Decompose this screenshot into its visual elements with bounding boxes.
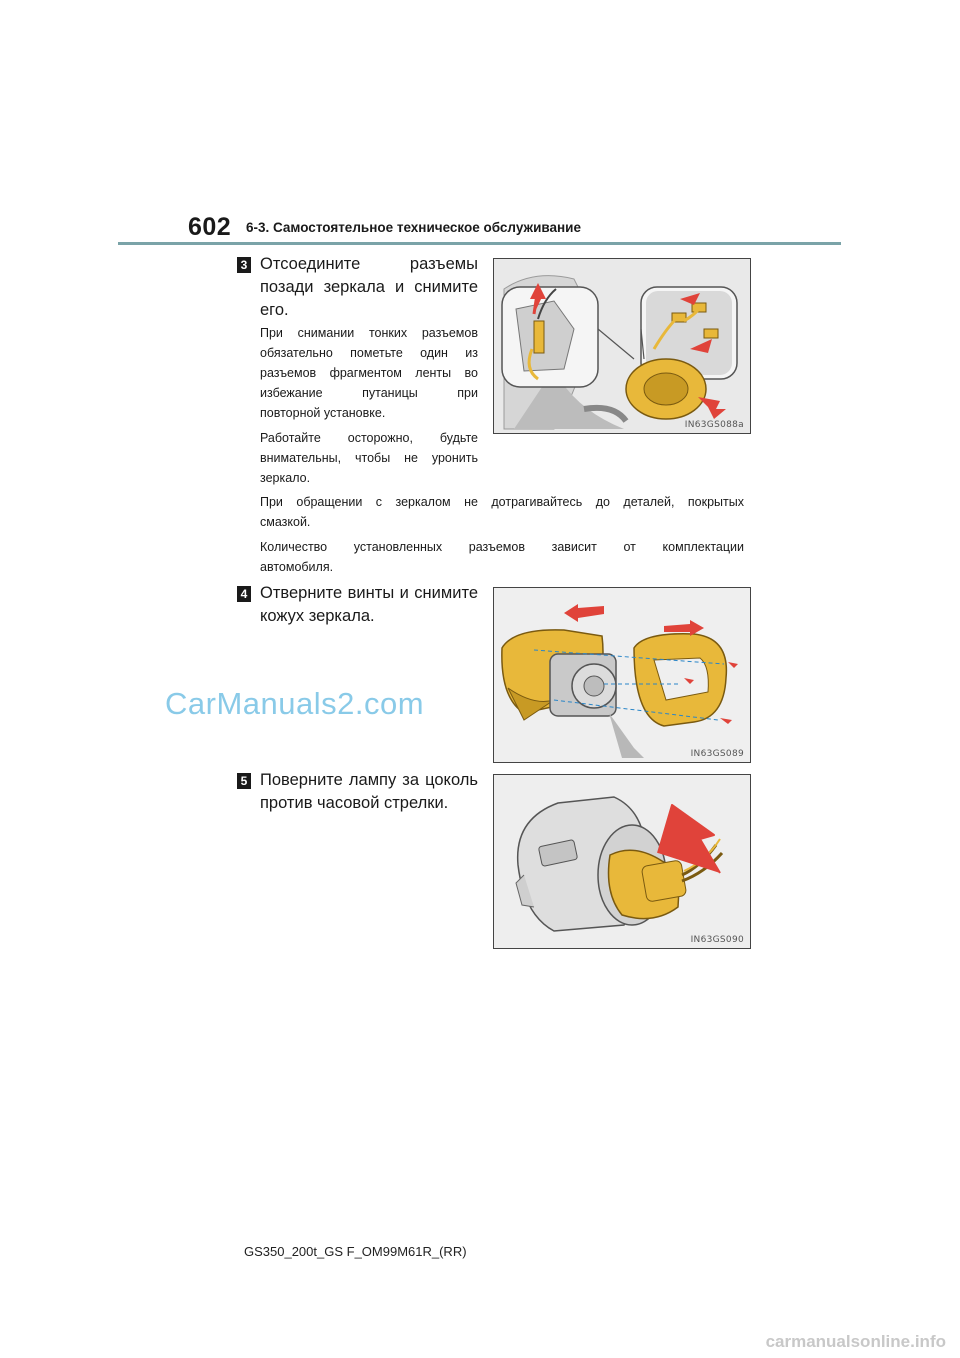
watermark-carmanualsonline: carmanualsonline.info bbox=[765, 1332, 946, 1351]
section-title: 6-3. Самостоятельное техническое обслуживание bbox=[246, 220, 581, 235]
step-3-note-1-line-2: обязательно пометьте один из bbox=[260, 346, 478, 360]
page-number: 602 bbox=[188, 213, 232, 241]
step-3-title-line-3: его. bbox=[260, 301, 289, 319]
step-5-title-line-1: Поверните лампу за цоколь bbox=[260, 771, 478, 789]
footer-model-code: GS350_200t_GS F_OM99M61R_(RR) bbox=[244, 1244, 467, 1259]
step-3-title-line-2: позади зеркала и снимите bbox=[260, 278, 478, 296]
step-3-title-line-1: Отсоедините разъемы bbox=[260, 255, 478, 273]
mirror-connectors-illustration bbox=[494, 259, 750, 433]
figure-step-3 bbox=[493, 258, 751, 434]
step-3-note-1-line-5: повторной установке. bbox=[260, 406, 386, 420]
figure-step-3-code: IN63GS088a bbox=[684, 420, 744, 430]
step-3-note-4-line-2: автомобиля. bbox=[260, 560, 334, 574]
step-4-number: 4 bbox=[237, 586, 251, 602]
step-4-title-line-2: кожух зеркала. bbox=[260, 607, 375, 625]
step-3-note-3-line-1: При обращении с зеркалом не дотрагивайтесь до деталей, покрытых bbox=[260, 495, 744, 509]
step-3-note-1-line-4: избежание путаницы при bbox=[260, 386, 478, 400]
step-3-number: 3 bbox=[237, 257, 251, 273]
figure-step-5 bbox=[493, 774, 751, 949]
step-3-note-4-line-1: Количество установленных разъемов зависит от комплектации bbox=[260, 540, 744, 554]
step-3-note-3-line-2: смазкой. bbox=[260, 515, 311, 529]
watermark-carmanuals2: CarManuals2.com bbox=[165, 686, 425, 721]
header-rule bbox=[118, 242, 841, 245]
step-3-note-1-line-3: разъемов фрагментом ленты во bbox=[260, 366, 478, 380]
step-3-note-2-line-2: внимательны, чтобы не уронить bbox=[260, 451, 478, 465]
step-3-note-2-line-3: зеркало. bbox=[260, 471, 311, 485]
step-5-number: 5 bbox=[237, 773, 251, 789]
figure-step-4 bbox=[493, 587, 751, 763]
step-4-title-line-1: Отверните винты и снимите bbox=[260, 584, 478, 602]
lamp-socket-illustration bbox=[494, 775, 750, 948]
mirror-cover-removal-illustration bbox=[494, 588, 750, 762]
step-3-note-1-line-1: При снимании тонких разъемов bbox=[260, 326, 478, 340]
figure-step-4-code: IN63GS089 bbox=[690, 749, 744, 759]
step-5-title-line-2: против часовой стрелки. bbox=[260, 794, 449, 812]
figure-step-5-code: IN63GS090 bbox=[690, 935, 744, 945]
step-3-note-2-line-1: Работайте осторожно, будьте bbox=[260, 431, 478, 445]
